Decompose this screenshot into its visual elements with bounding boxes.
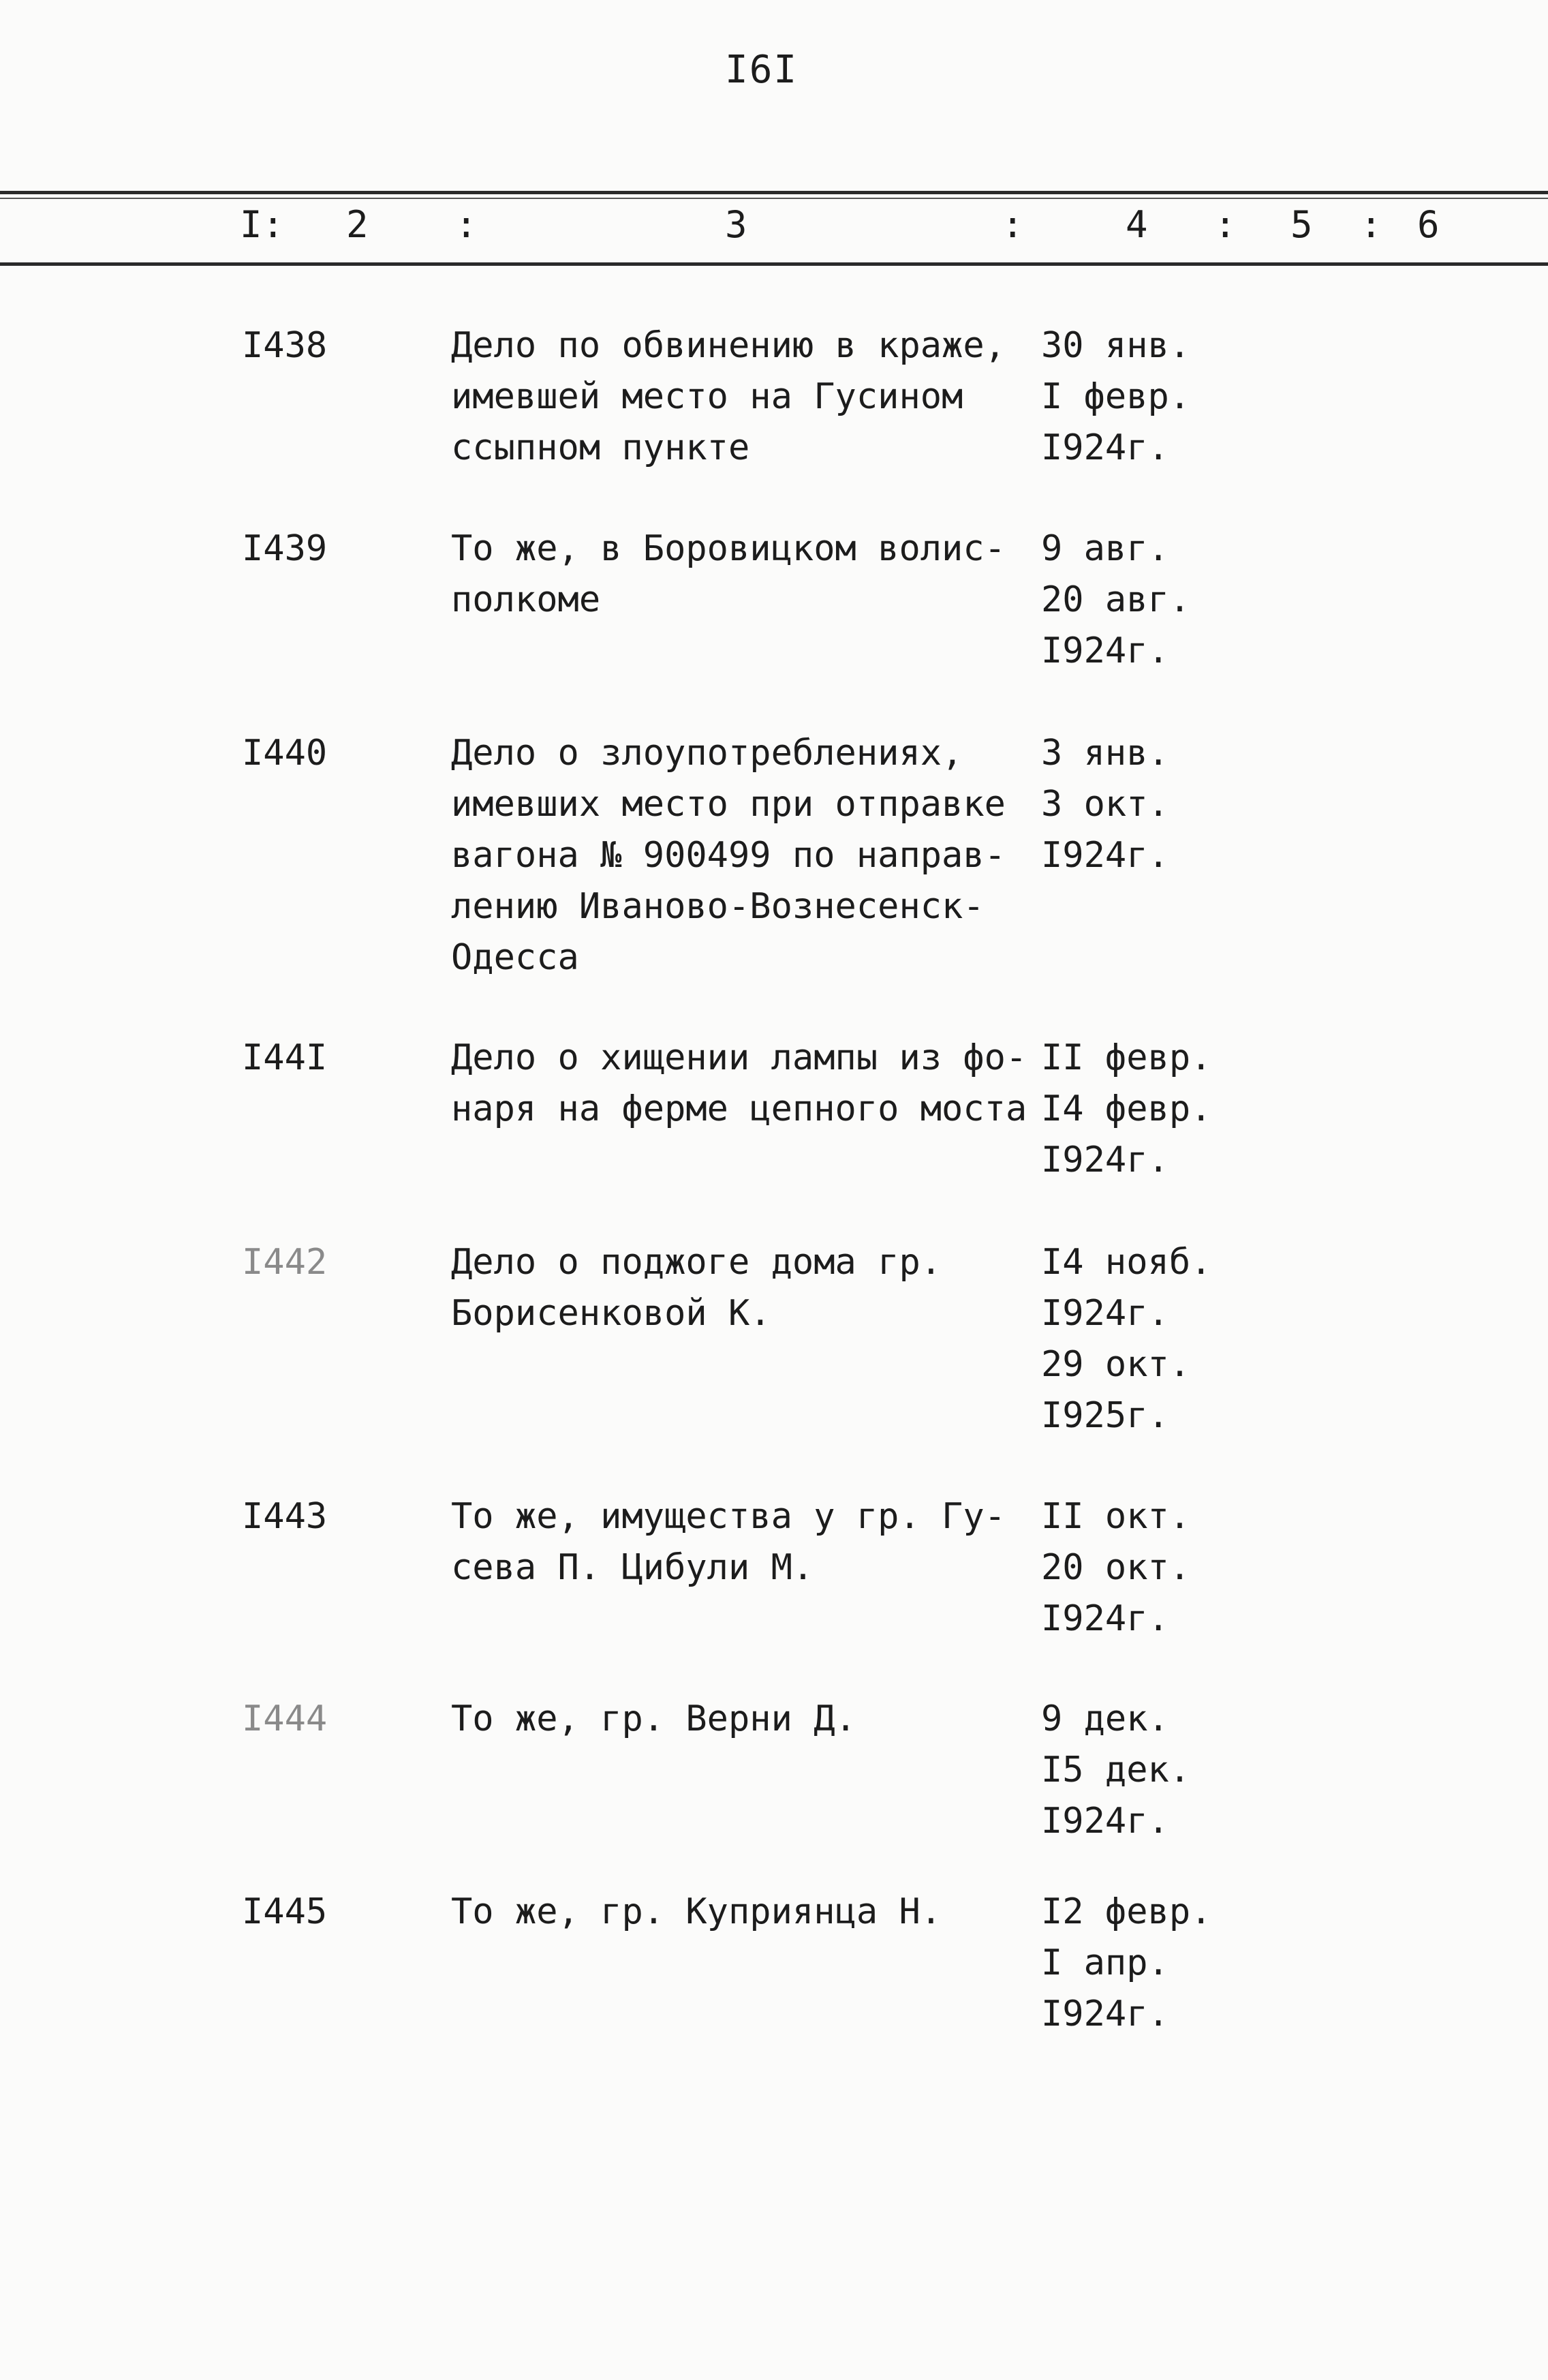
case-dates: 30 янв. I февр. I924г.: [1041, 325, 1191, 468]
column-separator-1: :: [455, 203, 478, 246]
case-dates: II февр. I4 февр. I924г.: [1041, 1037, 1212, 1180]
column-header-6: 6: [1417, 203, 1440, 246]
case-dates: 9 дек. I5 дек. I924г.: [1041, 1698, 1191, 1842]
header-rule-top: [0, 191, 1548, 194]
case-number: I44I: [242, 1037, 328, 1078]
case-dates: 9 авг. 20 авг. I924г.: [1041, 528, 1191, 671]
column-separator-3: :: [1214, 203, 1237, 246]
case-dates: I2 февр. I апр. I924г.: [1041, 1891, 1212, 2034]
column-header-2: 2: [346, 203, 369, 246]
column-header-4: 4: [1126, 203, 1148, 246]
case-description: То же, гр. Верни Д.: [451, 1698, 856, 1739]
header-rule-bottom: [0, 262, 1548, 266]
column-header-5: 5: [1290, 203, 1313, 246]
case-number: I444: [242, 1698, 328, 1739]
case-description: То же, в Боровицком волис- полкоме: [451, 528, 1006, 620]
header-rule-top-inner: [0, 198, 1548, 199]
case-number: I443: [242, 1496, 328, 1537]
case-number: I442: [242, 1242, 328, 1283]
case-dates: II окт. 20 окт. I924г.: [1041, 1496, 1191, 1639]
case-description: Дело о злоупотреблениях, имевших место при отправке вагона № 900499 по направ- лению Иваново-Вознесенск- Одесса: [451, 733, 1006, 978]
case-number: I439: [242, 528, 328, 569]
case-description: Дело о хищении лампы из фо- наря на ферме цепного моста: [451, 1037, 1027, 1129]
case-number: I440: [242, 733, 328, 774]
page-number: I6I: [725, 48, 799, 92]
column-header-1: I:: [240, 203, 285, 246]
column-header-3: 3: [725, 203, 747, 246]
case-number: I438: [242, 325, 328, 366]
case-dates: 3 янв. 3 окт. I924г.: [1041, 733, 1169, 876]
column-separator-4: :: [1360, 203, 1382, 246]
case-description: Дело по обвинению в краже, имевшей место на Гусином ссыпном пункте: [451, 325, 1006, 468]
case-dates: I4 нояб. I924г. 29 окт. I925г.: [1041, 1242, 1212, 1436]
case-description: Дело о поджоге дома гр. Борисенковой К.: [451, 1242, 942, 1334]
case-number: I445: [242, 1891, 328, 1932]
column-separator-2: :: [1002, 203, 1024, 246]
case-description: То же, гр. Куприянца Н.: [451, 1891, 942, 1932]
case-description: То же, имущества у гр. Гу- сева П. Цибули М.: [451, 1496, 1006, 1588]
